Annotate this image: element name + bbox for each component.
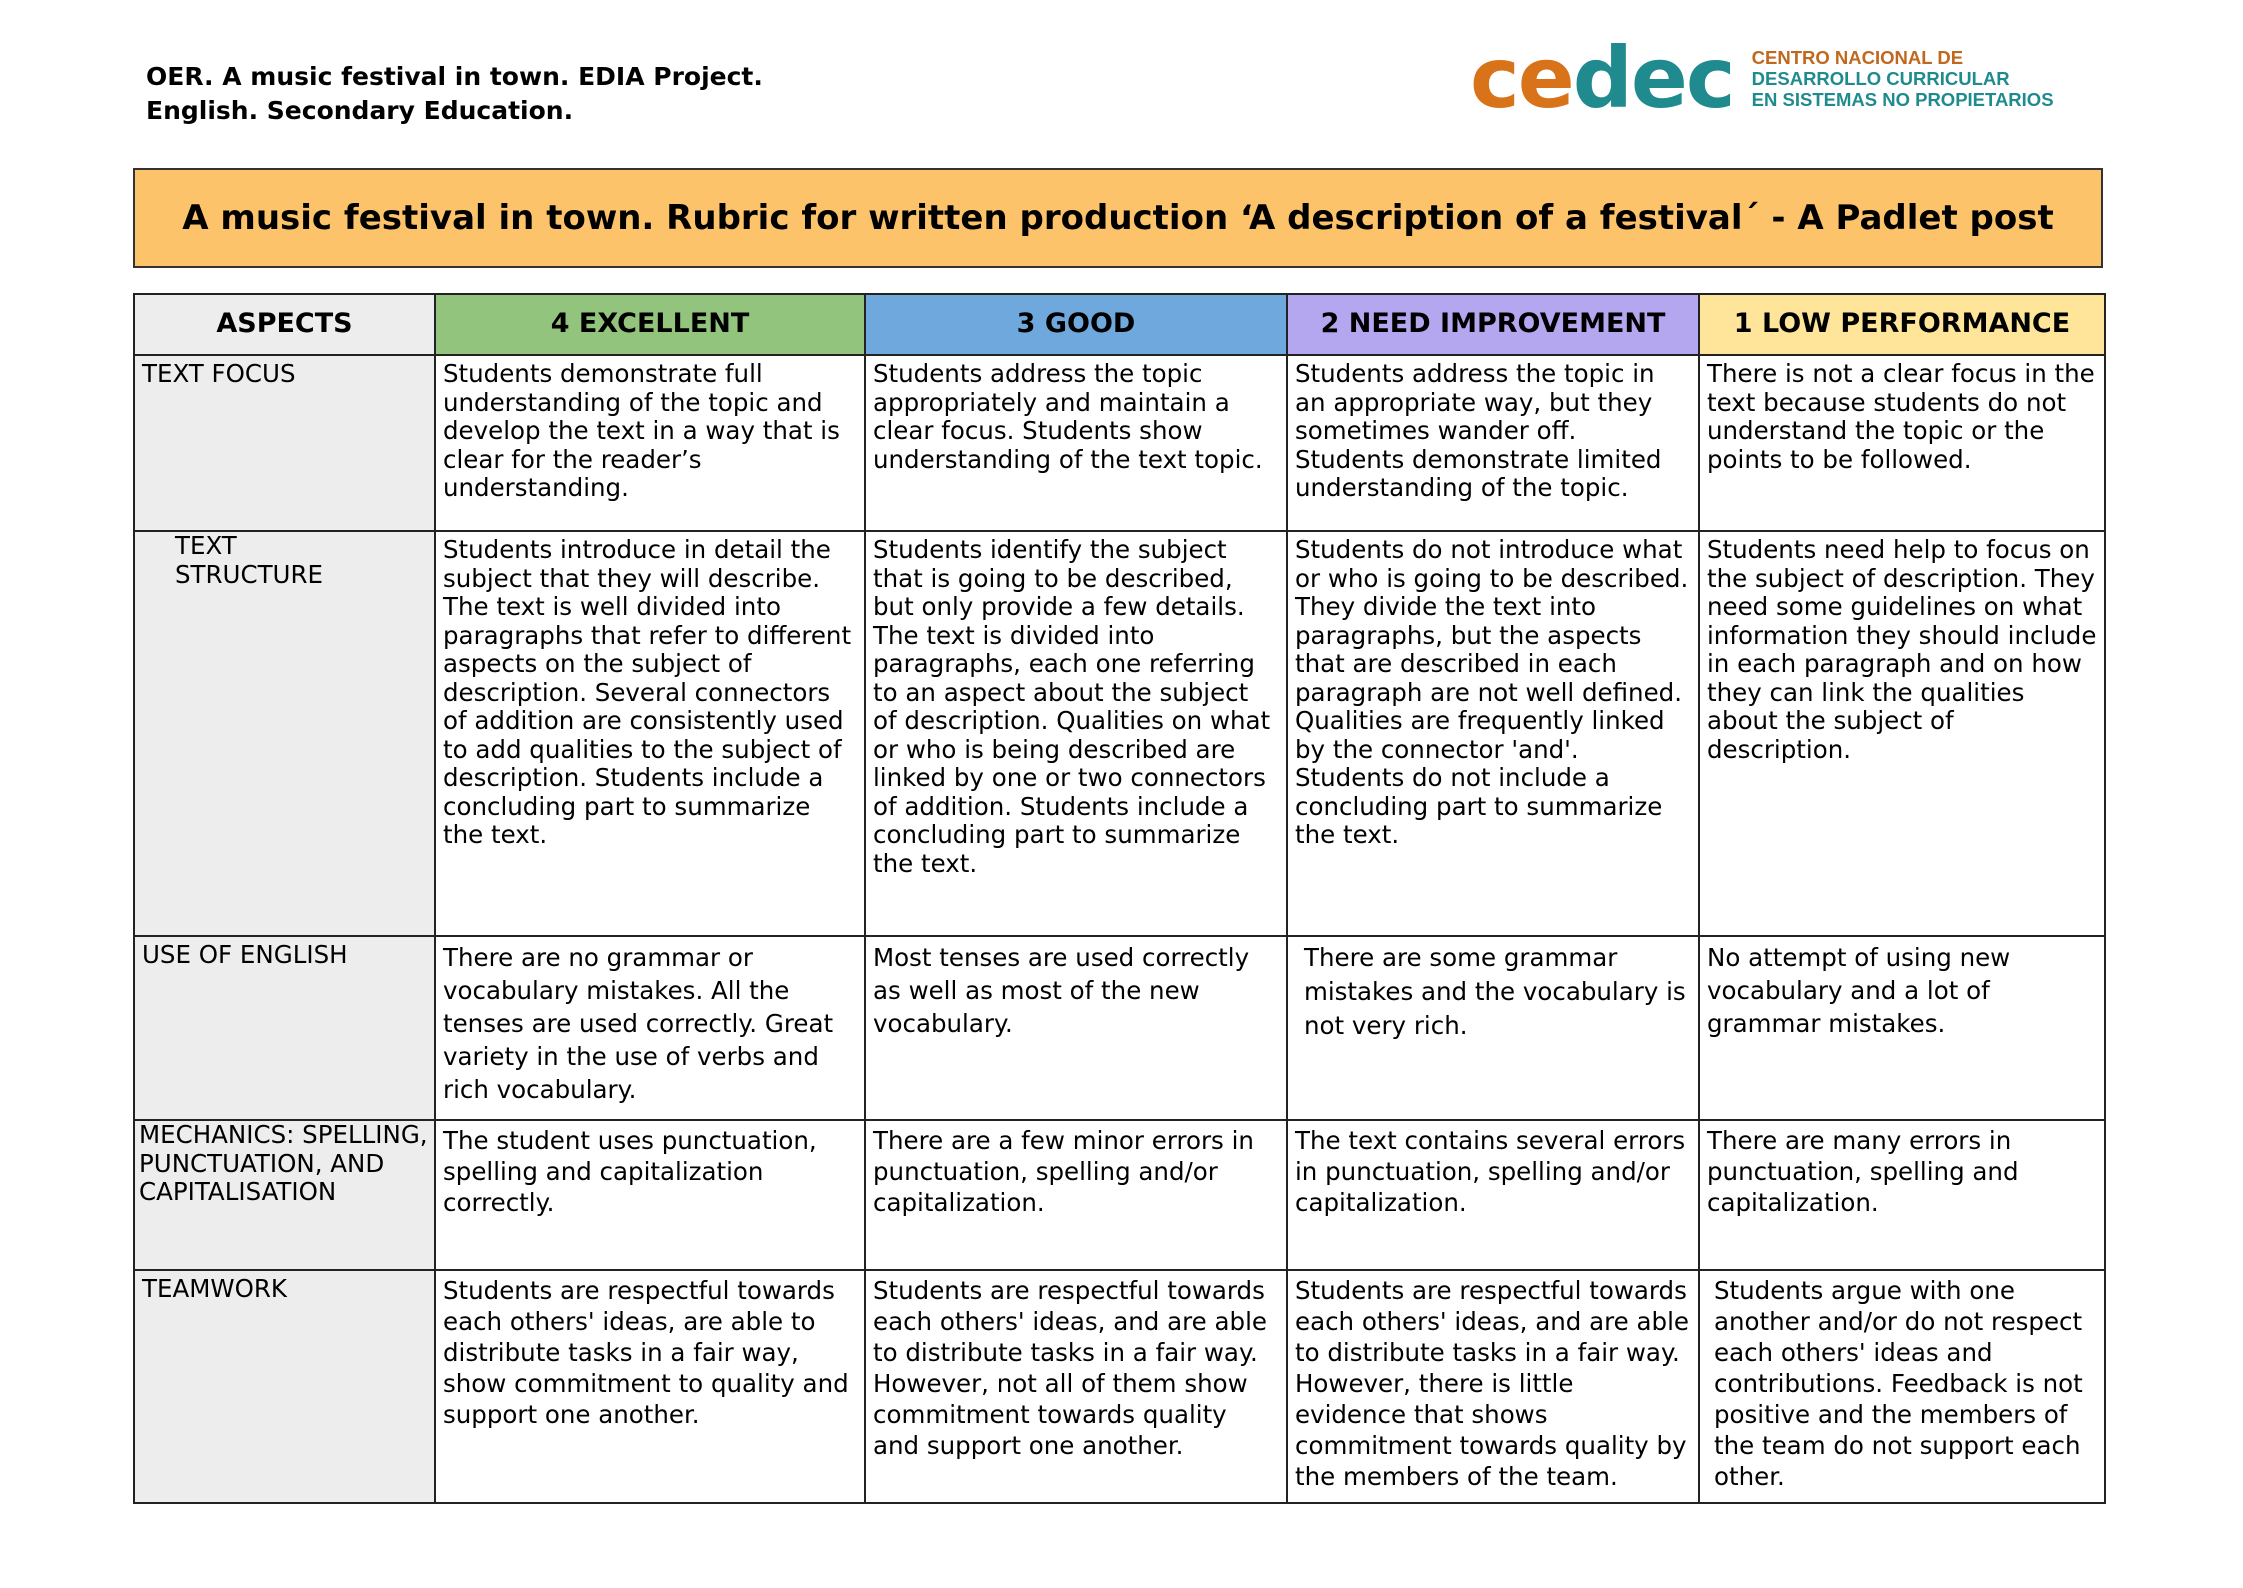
cell-mechanics-need-improvement: The text contains several errors in punctuation, spelling and/or capitalization. — [1287, 1120, 1699, 1270]
cell-text-focus-low-performance: There is not a clear focus in the text because students do not understand the topic or the points to be followed. — [1699, 355, 2105, 531]
table-row — [134, 1270, 2105, 1503]
aspect-use-of-english: USE OF ENGLISH — [134, 936, 435, 1120]
table-row — [134, 936, 2105, 1120]
cell-mechanics-low-performance: There are many errors in punctuation, spelling and capitalization. — [1699, 1120, 2105, 1270]
logo-text-line-3: EN SISTEMAS NO PROPIETARIOS — [1751, 88, 2054, 110]
header-line-2: English. Secondary Education. — [146, 96, 574, 125]
cell-teamwork-need-improvement: Students are respectful towards each others' ideas, and are able to distribute tasks in a fair way. However, there is little evidence that shows commitment towards quality by the members of the team. — [1287, 1270, 1699, 1503]
cell-teamwork-good: Students are respectful towards each others' ideas, and are able to distribute tasks in a fair way. However, not all of them show commitment towards quality and support one another. — [865, 1270, 1287, 1503]
cell-mechanics-excellent: The student uses punctuation, spelling and capitalization correctly. — [435, 1120, 865, 1270]
table-row — [134, 531, 2105, 936]
document-header — [146, 60, 763, 128]
cell-text-structure-need-improvement: Students do not introduce what or who is going to be described. They divide the text into paragraphs, but the aspects that are described in each paragraph are not well defined. Qualities are frequently linked by the connector 'and'. Students do not include a concluding part to summarize the text. — [1287, 531, 1699, 936]
cedec-logo — [1470, 29, 2054, 127]
cell-text-focus-excellent: Students demonstrate full understanding of the topic and develop the text in a way that is clear for the reader’s understanding. — [435, 355, 865, 531]
rubric-header-row — [134, 294, 2105, 355]
header-excellent: 4 EXCELLENT — [435, 294, 865, 355]
logo-text-line-2: DESARROLLO CURRICULAR — [1751, 67, 2010, 89]
rubric-table — [133, 293, 2106, 1504]
logo-subtitle — [1752, 47, 2054, 110]
logo-word-part-1: ce — [1470, 29, 1573, 127]
cell-teamwork-low-performance: Students argue with one another and/or do not respect each others' ideas and contributions. Feedback is not positive and the members of the team do not support each other. — [1699, 1270, 2105, 1503]
cell-text-focus-good: Students address the topic appropriately and maintain a clear focus. Students show understanding of the text topic. — [865, 355, 1287, 531]
cell-text-structure-good: Students identify the subject that is going to be described, but only provide a few details. The text is divided into paragraphs, each one referring to an aspect about the subject of description. Qualities on what or who is being described are linked by one or two connectors of addition. Students include a concluding part to summarize the text. — [865, 531, 1287, 936]
cell-text-structure-excellent: Students introduce in detail the subject that they will describe. The text is well divided into paragraphs that refer to different aspects on the subject of description. Several connectors of addition are consistently used to add qualities to the subject of description. Students include a concluding part to summarize the text. — [435, 531, 865, 936]
aspect-text-structure: TEXT STRUCTURE — [134, 531, 435, 936]
cell-use-of-english-good: Most tenses are used correctly as well as most of the new vocabulary. — [865, 936, 1287, 1120]
cell-teamwork-excellent: Students are respectful towards each others' ideas, are able to distribute tasks in a fair way, show commitment to quality and support one another. — [435, 1270, 865, 1503]
header-aspects: ASPECTS — [134, 294, 435, 355]
header-line-1: OER. A music festival in town. EDIA Project. — [146, 62, 763, 91]
cell-use-of-english-low-performance: No attempt of using new vocabulary and a lot of grammar mistakes. — [1699, 936, 2105, 1120]
rubric-title: A music festival in town. Rubric for written production ‘A description of a festival´ - A Padlet post — [133, 168, 2103, 268]
aspect-mechanics: MECHANICS: SPELLING, PUNCTUATION, AND CAPITALISATION — [134, 1120, 435, 1270]
header-low-performance: 1 LOW PERFORMANCE — [1699, 294, 2105, 355]
cell-text-focus-need-improvement: Students address the topic in an appropriate way, but they sometimes wander off. Students demonstrate limited understanding of the topic. — [1287, 355, 1699, 531]
logo-text-line-1: CENTRO NACIONAL DE — [1751, 46, 1964, 68]
logo-word-part-2: dec — [1572, 29, 1734, 127]
cell-text-structure-low-performance: Students need help to focus on the subject of description. They need some guidelines on what information they should include in each paragraph and on how they can link the qualities about the subject of description. — [1699, 531, 2105, 936]
logo-wordmark — [1470, 29, 1734, 127]
header-need-improvement: 2 NEED IMPROVEMENT — [1287, 294, 1699, 355]
table-row — [134, 355, 2105, 531]
cell-mechanics-good: There are a few minor errors in punctuation, spelling and/or capitalization. — [865, 1120, 1287, 1270]
cell-use-of-english-need-improvement: There are some grammar mistakes and the vocabulary is not very rich. — [1287, 936, 1699, 1120]
table-row — [134, 1120, 2105, 1270]
aspect-teamwork: TEAMWORK — [134, 1270, 435, 1503]
aspect-text-focus: TEXT FOCUS — [134, 355, 435, 531]
header-good: 3 GOOD — [865, 294, 1287, 355]
cell-use-of-english-excellent: There are no grammar or vocabulary mistakes. All the tenses are used correctly. Great variety in the use of verbs and rich vocabulary. — [435, 936, 865, 1120]
